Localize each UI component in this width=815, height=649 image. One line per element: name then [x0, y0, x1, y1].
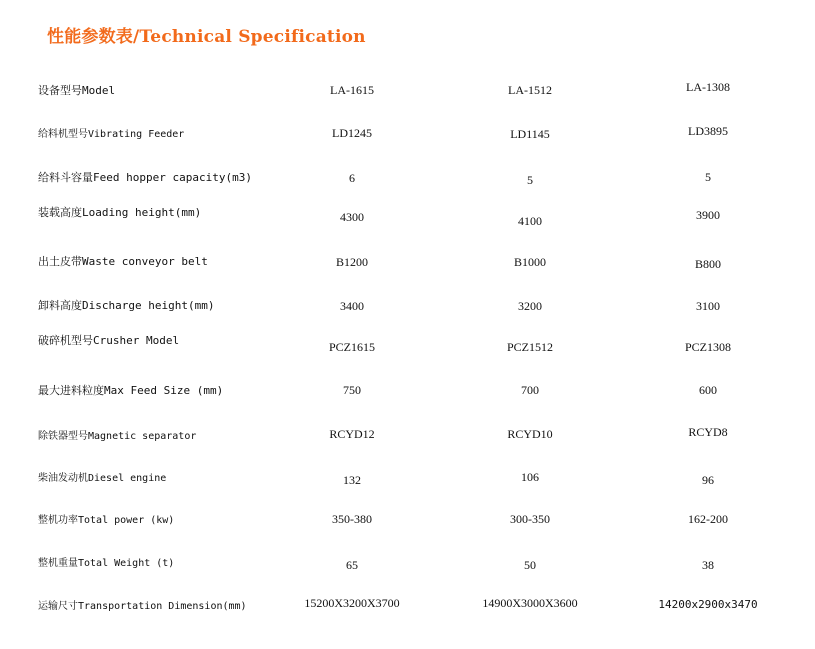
value-la-1615: 750	[343, 383, 361, 397]
value-la-1308: 38	[702, 558, 714, 572]
spec-row-max-feed-size	[0, 380, 815, 404]
row-label: 整机重量Total Weight (t)	[38, 558, 175, 569]
row-label: 最大进料粒度Max Feed Size (mm)	[38, 384, 224, 397]
row-label: 除铁器型号Magnetic separator	[38, 431, 197, 442]
value-la-1615: PCZ1615	[328, 340, 375, 354]
value-la-1615: LD1245	[332, 126, 372, 140]
value-la-1512: LA-1512	[508, 83, 552, 97]
value-la-1308: 3100	[696, 299, 720, 313]
value-la-1512: 50	[524, 558, 536, 572]
spec-row-total-weight	[0, 552, 815, 576]
row-label: 破碎机型号Crusher Model	[38, 334, 180, 347]
value-la-1615: 3400	[340, 299, 364, 313]
spec-row-diesel-engine	[0, 467, 815, 491]
value-la-1615: RCYD12	[329, 427, 375, 441]
value-la-1308: 3900	[696, 208, 720, 222]
spec-row-crusher-model	[0, 332, 815, 356]
row-label: 设备型号Model	[38, 84, 116, 97]
spec-row-vibrating-feeder	[0, 123, 815, 147]
spec-row-loading-height	[0, 203, 815, 227]
row-label: 运输尺寸Transportation Dimension(mm)	[38, 601, 247, 612]
spec-row-total-power	[0, 509, 815, 533]
value-la-1308: LD3895	[688, 124, 728, 138]
value-la-1615: 65	[346, 558, 358, 572]
value-la-1512: LD1145	[510, 127, 550, 141]
value-la-1615: 350-380	[332, 512, 372, 526]
row-label: 给料机型号Vibrating Feeder	[38, 129, 185, 140]
value-la-1512: 4100	[518, 214, 542, 228]
spec-row-transportation-dimension	[0, 594, 815, 618]
spec-row-waste-conveyor-belt	[0, 251, 815, 275]
value-la-1615: 132	[343, 473, 361, 487]
value-la-1512: 700	[521, 383, 539, 397]
value-la-1615: LA-1615	[330, 83, 374, 97]
value-la-1308: 14200x2900x3470	[658, 598, 758, 611]
spec-row-model	[0, 80, 815, 104]
value-la-1308: PCZ1308	[684, 340, 731, 354]
row-label: 出土皮带Waste conveyor belt	[38, 255, 208, 268]
spec-row-discharge-height	[0, 296, 815, 320]
value-la-1512: 106	[521, 470, 539, 484]
value-la-1615: 4300	[340, 210, 364, 224]
value-la-1615: B1200	[335, 255, 368, 269]
page-title: 性能参数表/Technical Specification	[47, 27, 366, 47]
value-la-1512: PCZ1512	[506, 340, 553, 354]
value-la-1308: LA-1308	[686, 80, 730, 94]
value-la-1308: 162-200	[688, 512, 728, 526]
value-la-1512: 300-350	[510, 512, 550, 526]
row-label: 卸料高度Discharge height(mm)	[38, 299, 215, 312]
value-la-1615: 6	[349, 171, 355, 185]
row-label: 整机功率Total power (kw)	[38, 515, 175, 526]
spec-row-feed-hopper-capacity	[0, 167, 815, 191]
value-la-1308: 600	[699, 383, 717, 397]
value-la-1308: B800	[694, 257, 721, 271]
value-la-1512: 14900X3000X3600	[482, 596, 578, 610]
value-la-1308: 5	[705, 170, 711, 184]
row-label: 装载高度Loading height(mm)	[38, 206, 202, 219]
value-la-1512: B1000	[513, 255, 546, 269]
value-la-1615: 15200X3200X3700	[304, 596, 400, 610]
value-la-1512: 5	[527, 173, 533, 187]
value-la-1308: RCYD8	[688, 425, 728, 439]
row-label: 给料斗容量Feed hopper capacity(m3)	[38, 171, 252, 184]
value-la-1512: 3200	[518, 299, 542, 313]
value-la-1308: 96	[702, 473, 714, 487]
row-label: 柴油发动机Diesel engine	[38, 473, 167, 484]
value-la-1512: RCYD10	[507, 427, 553, 441]
spec-row-magnetic-separator	[0, 425, 815, 449]
